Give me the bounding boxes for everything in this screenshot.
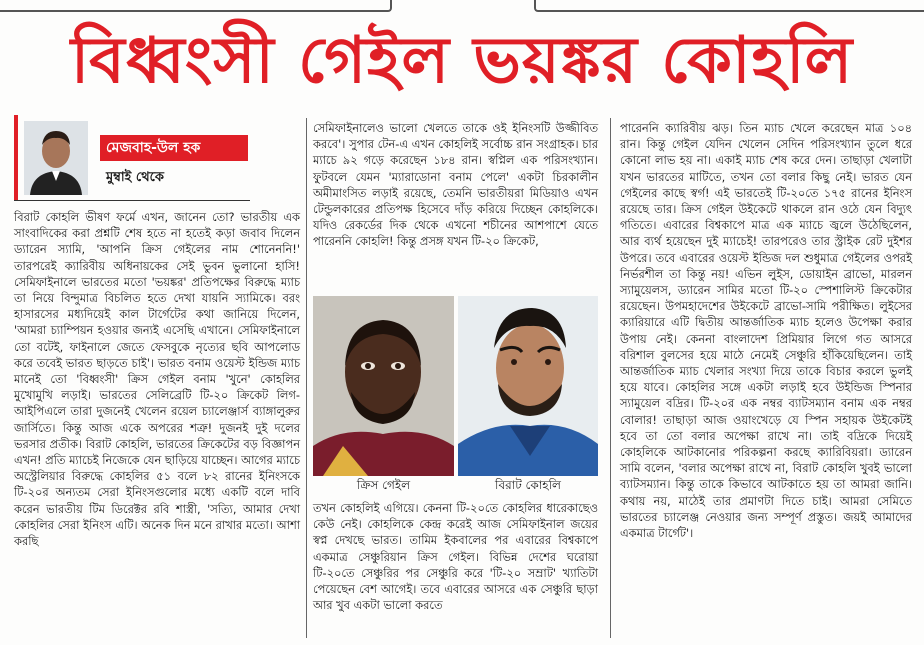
photo-caption-gayle: ক্রিস গেইল — [356, 478, 411, 492]
column-divider-1 — [306, 118, 307, 638]
top-frame-right — [534, 0, 924, 12]
photo-caption-kohli: বিরাট কোহলি — [495, 478, 561, 492]
article-column-2-bottom: তখন কোহলিই এগিয়ে। কেননা টি-২০তে কোহলির ধারেকাছেও কেউ নেই। কোহলিকে কেন্দ্র করেই আজ সেমিফাইনাল জয়ের স্বপ্ন দেখছে ভারত। তামিম ইকবালের পর এবারের বিশ্বকাপে একমাত্র সেঞ্চুরিয়ান ক্রিস গেইল। বিভিন্ন দেশের ঘরোয়া টি-২০তে সেঞ্চুরির পর সেঞ্চুরি করে 'টি-২০ সম্রাট' খ্যাতিটা পেয়েছেন বেশ আগেই। তবে এবারের আসরে এক সেঞ্চুরি ছাড়া আর খুব একটা ভালো করতে — [313, 501, 598, 613]
author-avatar — [24, 121, 88, 195]
article-column-2-top: সেমিফাইনালেও ভালো খেলতে তাকে ওই ইনিংসটি উজ্জীবিত করবে'। সুপার টেন-এ এখন কোহলিই সর্বোচ্চ রান সংগ্রাহক। চার ম্যাচে ৯২ গড়ে করেছেন ১৮৪ রান। স্বপ্নিল এক পরিসংখ্যান। ফুটবলে যেমন 'ম্যারাডোনা বনাম পেলে' একটা চিরকালীন অমীমাংসিত লড়াই রয়েছে, তেমনি ভারতীয়রা মিডিয়াও এখন টেন্ডুলকারের প্রতিপক্ষ হিসেবে দাঁড় করিয়ে দিচ্ছেন কোহলিকে। যদিও রেকর্ডের দিক থেকে এখনো শচীনের আশপাশে যেতে পারেননি কোহলি! কিন্তু প্রসঙ্গ যখন টি-২০ ক্রিকেট, — [313, 121, 598, 249]
article-column-3: পারেননি ক্যারিবীয় ঝড়। তিন ম্যাচ খেলে করেছেন মাত্র ১০৪ রান। কিন্তু গেইল যেদিন খেলেন সেদিন পরিসংখ্যান তুলে ধরে কোনো লাভ হয় না। একাই ম্যাচ শেষ করে দেন। তাছাড়া খেলাটা যখন ভারতের মাটিতে, তখন তো বলার কিছু নেই। ভারত যেন গেইলের কাছে স্বর্গ! এই ভারতেই টি-২০তে ১৭৫ রানের ইনিংস রয়েছে তার। ক্রিস গেইল উইকেটে থাকলে রান ওঠে যেন বিদ্যুৎ গতিতে। এবারের বিশ্বকাপে মাত্র এক ম্যাচে জ্বলে উঠেছিলেন, আর ব্যর্থ হয়েছেন দুই ম্যাচেই! তারপরেও তার স্ট্রাইক রেট দুইশর উপরে। তবে এবারের ওয়েস্ট ইন্ডিজ দল শুধুমাত্র গেইলের ওপরই নির্ভরশীল তা কিন্তু নয়! এভিন লুইস, ডোয়াইন ব্রাভো, মারলন স্যামুয়েলস, ড্যারেন সামির মতো টি-২০ স্পেশালিস্ট ক্রিকেটার রয়েছেন। উপমহাদেশের উইকেটে ব্রাভো-সামি পরীক্ষিত। লুইসের ক্যারিয়ারে এটি দ্বিতীয় আন্তর্জাতিক ম্যাচ হলেও উপেক্ষা করার উপায় নেই। কেননা বাংলাদেশ প্রিমিয়ার লিগে গত আসরে বরিশাল বুলসের হয়ে মাঠে নেমেই সেঞ্চুরি হাঁকিয়েছিলেন। তাই আন্তর্জাতিক ম্যাচ খেলার সংখ্যা দিয়ে তাকে বিচার করলে ভুলই হয়ে যাবে। কোহলির সঙ্গে একটা লড়াই হবে উইন্ডিজ স্পিনার স্যামুয়েল বদ্রির। টি-২০র এক নম্বর ব্যাটসম্যান বনাম এক নম্বর বোলার! তাছাড়া আজ ওয়াংখেড়ে যে স্পিন সহায়ক উইকেটই হবে তা তো বলার অপেক্ষা রাখে না। তাই বদ্রিকে দিয়েই কোহলিকে আটকানোর পরিকল্পনা করছে ক্যারিবিয়রা। ড্যারেন সামি বলেন, 'বলার অপেক্ষা রাখে না, বিরাট কোহলি খুবই ভালো ব্যাটসম্যান। কিন্তু তাকে কিভাবে আটকাতে হয় তা আমরা জানি। কথায় নয়, মাঠেই তার প্রমাণটা দিতে চাই। আমরা সেমিতে ভারতের চ্যালেঞ্জ নেওয়ার জন্য সম্পূর্ণ প্রস্তুত। জয়ই আমাদের একমাত্র টার্গেট'। — [620, 121, 912, 541]
photo-virat-kohli — [458, 296, 598, 476]
top-frame-left — [0, 0, 392, 12]
article-column-1: বিরাট কোহলি ভীষণ ফর্মে এখন, জানেন তো? ভারতীয় এক সাংবাদিকের করা প্রশ্নটি শেষ হতে না হতেই কড়া জবাব দিলেন ড্যারেন স্যামি, 'আপনি ক্রিস গেইলের নাম শোনেননি!' তারপরেই ক্যারিবীয় অধিনায়কের সেই ভুবন ভুলানো হাসি! সেমিফাইনালে ভারতের মতো 'ভয়ঙ্কর' প্রতিপক্ষের বিরুদ্ধে ম্যাচ তা নিয়ে বিন্দুমাত্র বিচলিত হতে দেখা যায়নি স্যামিকে। বরং হাসারসের মধ্যদিয়েই কাল টার্গেটের কথা জানিয়ে দিলেন, 'আমরা চ্যাম্পিয়ন হওয়ার জন্যই এসেছি এখানে। সেমিফাইনালে তো বটেই, ফাইনালে জেতে ফেসবুকে নৃত্যের ছবি আপলোড করে তবেই ভারত ছাড়তে চাই'। ভারত বনাম ওয়েস্ট ইন্ডিজ ম্যাচ মানেই তো 'বিধ্বংসী' ক্রিস গেইল বনাম 'খুনে' কোহলির মুখোমুখি লড়াই। ভারতের সেলিব্রেটি টি-২০ ক্রিকেট লিগ-আইপিএলে তারা দুজনেই খেলেন রয়েল চ্যালেঞ্জার্স ব্যাঙ্গালুরুর জার্সিতে। কিন্তু আজ একে অপরের শত্রু! দুজনই দুই দলের ভরসার প্রতীক। বিরাট কোহলি, ভারতের ক্রিকেটের বড় বিজ্ঞাপন এখন! প্রতি ম্যাচেই নিজেকে যেন ছাড়িয়ে যাচ্ছেন। আগের ম্যাচে অস্ট্রেলিয়ার বিরুদ্ধে কোহলির ৫১ বলে ৮২ রানের ইনিংসকে টি-২০র অন্যতম সেরা ইনিংসগুলোর মধ্যে একটি বলে দাবি করেন ভারতীয় টিম ডিরেক্টর রবি শাস্ত্রী, 'সত্যি, আমার দেখা কোহলির সেরা ইনিংস এটি। অনেক দিন মনে রাখার মতো। আশা করছি — [14, 210, 300, 549]
dateline-location: মুম্বাই থেকে — [106, 170, 164, 185]
column-divider-2 — [610, 118, 611, 638]
photo-chris-gayle — [313, 296, 454, 476]
author-name: মেজবাহ-উল হক — [100, 135, 248, 161]
byline-accent-bar — [14, 115, 18, 200]
headline: বিধ্বংসী গেইল ভয়ঙ্কর কোহলি — [70, 24, 854, 98]
byline — [14, 115, 250, 201]
